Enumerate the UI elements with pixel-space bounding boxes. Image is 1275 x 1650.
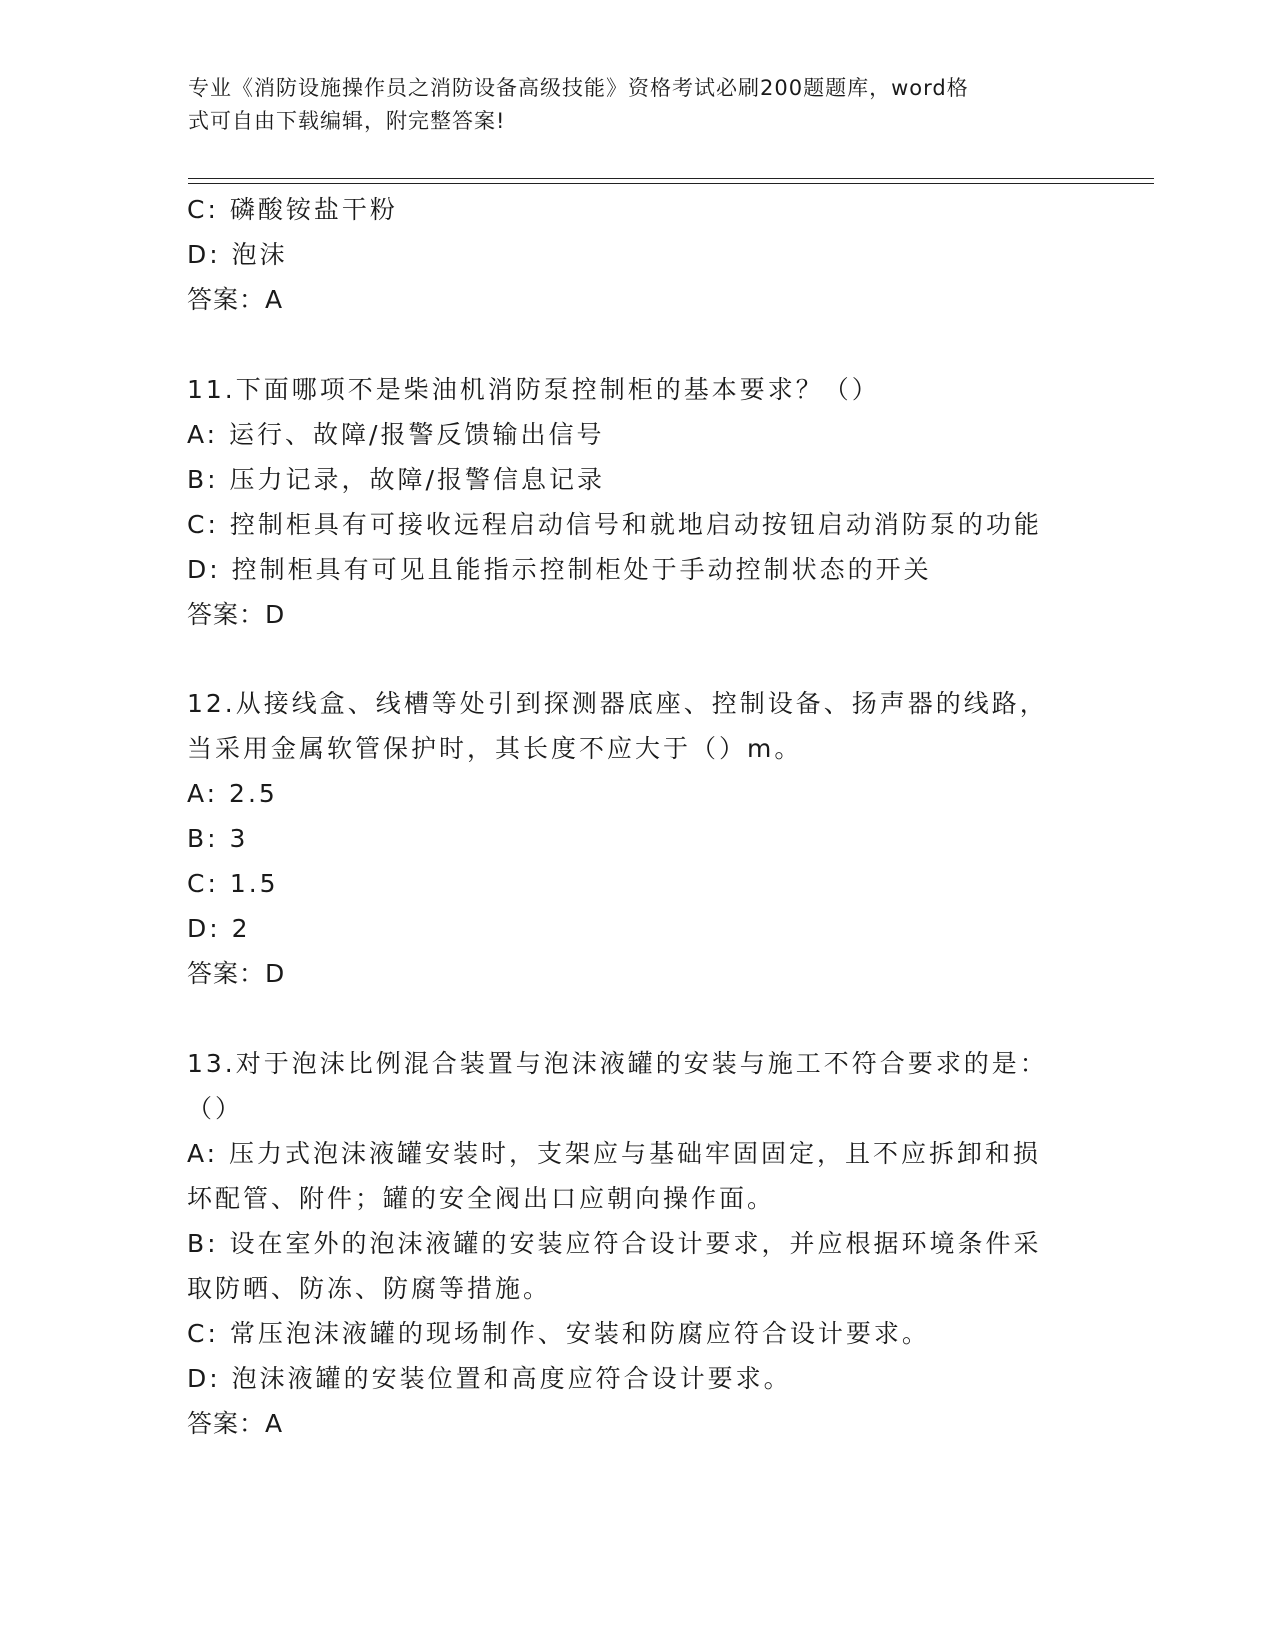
header-line-1: 专业《消防设施操作员之消防设备高级技能》资格考试必刷200题题库，word格 xyxy=(188,76,969,100)
q11-option-d: D: 控制柜具有可见且能指示控制柜处于手动控制状态的开关 xyxy=(187,555,932,584)
q12-answer: 答案：D xyxy=(187,959,286,988)
q11-option-c: C: 控制柜具有可接收远程启动信号和就地启动按钮启动消防泵的功能 xyxy=(187,510,1042,539)
q13-question-line-2: （） xyxy=(187,1094,244,1123)
q13-option-b-line-2: 取防晒、防冻、防腐等措施。 xyxy=(187,1274,552,1303)
q12-question-line-1: 12.从接线盒、线槽等处引到探测器底座、控制设备、扬声器的线路， xyxy=(187,689,1048,718)
q11-option-a: A: 运行、故障/报警反馈输出信号 xyxy=(187,420,605,449)
q13-option-b-line-1: B: 设在室外的泡沫液罐的安装应符合设计要求，并应根据环境条件采 xyxy=(187,1229,1042,1258)
q13-option-c: C: 常压泡沫液罐的现场制作、安装和防腐应符合设计要求。 xyxy=(187,1319,930,1348)
document-header xyxy=(188,72,1068,138)
q12-option-c: C: 1.5 xyxy=(187,869,279,898)
q11-answer: 答案：D xyxy=(187,600,286,629)
q12-question-line-2: 当采用金属软管保护时，其长度不应大于（）m。 xyxy=(187,734,803,763)
q10-option-c: C: 磷酸铵盐干粉 xyxy=(187,195,398,224)
q10-answer: 答案：A xyxy=(187,285,284,314)
q11-option-b: B: 压力记录，故障/报警信息记录 xyxy=(187,465,605,494)
q12-option-b: B: 3 xyxy=(187,824,249,853)
header-line-2: 式可自由下载编辑，附完整答案! xyxy=(188,109,506,133)
q12-option-a: A: 2.5 xyxy=(187,779,278,808)
q13-question-line-1: 13.对于泡沫比例混合装置与泡沫液罐的安装与施工不符合要求的是： xyxy=(187,1049,1048,1078)
q13-answer: 答案：A xyxy=(187,1409,284,1438)
header-rule-top xyxy=(188,178,1154,179)
header-rule-bottom xyxy=(188,183,1154,184)
q11-question: 11.下面哪项不是柴油机消防泵控制柜的基本要求？（） xyxy=(187,375,880,404)
q13-option-d: D: 泡沫液罐的安装位置和高度应符合设计要求。 xyxy=(187,1364,792,1393)
q13-option-a-line-2: 坏配管、附件；罐的安全阀出口应朝向操作面。 xyxy=(187,1184,776,1213)
q10-option-d: D: 泡沫 xyxy=(187,240,288,269)
q12-option-d: D: 2 xyxy=(187,914,251,943)
q13-option-a-line-1: A: 压力式泡沫液罐安装时，支架应与基础牢固固定，且不应拆卸和损 xyxy=(187,1139,1042,1168)
